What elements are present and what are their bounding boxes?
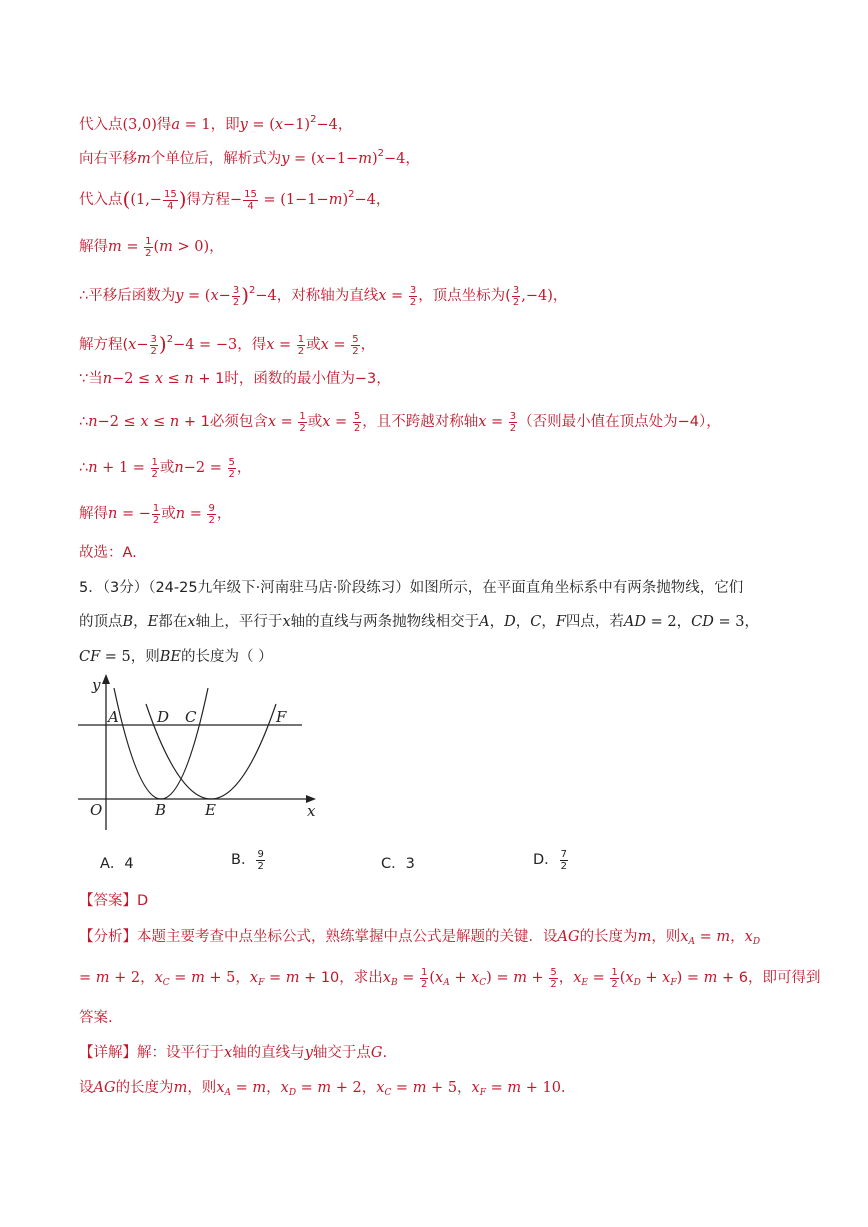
text: −2 ≤ <box>112 371 155 387</box>
text: m <box>159 239 173 255</box>
text: ) <box>178 187 187 211</box>
text: 向右平移 <box>79 151 137 167</box>
text: x <box>322 414 331 430</box>
text: ∴平移后函数为 <box>79 288 176 304</box>
text: = ( <box>183 288 211 304</box>
text: ， <box>216 506 232 522</box>
question-line-2: 的顶点B，E都在x轴上，平行于x轴的直线与两条抛物线相交于A，D，C，F四点，若AD = 2，CD = 3， <box>79 614 759 630</box>
text: = <box>185 506 207 522</box>
text: x <box>316 151 325 167</box>
text: − <box>136 337 149 353</box>
text: 得 <box>156 117 172 133</box>
text: x <box>266 337 275 353</box>
text: = − <box>117 506 151 522</box>
text: 个单位后，解析式为 <box>150 151 282 167</box>
text: x <box>140 414 149 430</box>
text: > 0)， <box>172 239 224 255</box>
text: ) <box>158 332 167 356</box>
text: m <box>137 151 151 167</box>
fraction: $\frac{15}{4}$ <box>244 188 257 212</box>
text: x <box>128 337 137 353</box>
text: = <box>386 288 408 304</box>
fraction: $\frac{1}{2}$ <box>152 502 160 526</box>
text: ， <box>360 337 376 353</box>
text: m <box>328 192 343 208</box>
solution-line-2 <box>79 147 420 168</box>
text: −4， <box>354 192 391 208</box>
solution-line-9 <box>79 456 251 480</box>
fraction: $\frac{5}{2}$ <box>352 333 359 357</box>
text: ≤ <box>148 414 170 430</box>
text: ，顶点坐标为( <box>418 288 511 304</box>
solution-line-4 <box>79 235 224 259</box>
text: 得方程 <box>186 192 231 208</box>
text: = (1−1− <box>258 192 329 208</box>
text: x <box>320 337 329 353</box>
answer-value: D <box>137 893 149 909</box>
text: + 1 = <box>97 460 150 476</box>
text: ≤ <box>163 371 185 387</box>
text: n <box>174 460 184 476</box>
text: = <box>330 414 352 430</box>
text: （否则最小值在顶点处为−4）， <box>518 414 721 430</box>
fraction: $\frac{3}{2}$ <box>509 410 517 434</box>
fraction: $\frac{9}{2}$ <box>257 848 264 872</box>
text: = <box>328 337 351 353</box>
text: ) <box>371 151 378 167</box>
text: ∵当 <box>79 371 103 387</box>
label-x: x <box>307 802 316 820</box>
fraction: $\frac{3}{2}$ <box>512 284 520 308</box>
fraction: $\frac{1}{2}$ <box>145 235 152 259</box>
choice-a[interactable]: A．4 <box>100 856 134 872</box>
text: x <box>267 414 277 430</box>
text: −4， <box>384 151 420 167</box>
text: ∴ <box>79 414 89 430</box>
text: n <box>108 506 118 522</box>
text: n <box>184 371 194 387</box>
label-f: F <box>276 708 287 726</box>
text: + 1必须包含 <box>179 414 268 430</box>
text: 解得 <box>79 506 108 522</box>
text: −1− <box>324 151 359 167</box>
text: (1,− <box>130 192 162 208</box>
fraction: $\frac{15}{4}$ <box>163 188 177 212</box>
fraction: $\frac{5}{2}$ <box>228 456 235 480</box>
analysis-line-2: = m + 2，$x_C = m + 5$，$x_F = m + 10$，求出$x_B$ = $\frac{1}{2}$ $(x_A + x_C) = m$ + $\frac{5}{2}$ ，$x_E$ = $\frac{1}{2}$ $(x_D + x_F) = m + 6$，即可得到 <box>79 966 821 990</box>
text: 2 <box>249 285 256 296</box>
text: x <box>154 371 164 387</box>
text: 解得 <box>79 239 108 255</box>
choice-b[interactable]: B． $\frac{9}{2}$ <box>231 848 264 872</box>
text: −2 = <box>183 460 227 476</box>
text: n <box>175 506 186 522</box>
label-c: C <box>185 708 197 726</box>
text: −4， <box>316 117 353 133</box>
text: ， <box>236 460 252 476</box>
text: m <box>108 239 122 255</box>
choice-c[interactable]: C．3 <box>381 856 415 872</box>
text: y <box>281 151 290 167</box>
text: (3,0) <box>122 117 157 133</box>
text: 代入点 <box>79 192 123 208</box>
text: ) <box>241 283 249 307</box>
solution-line-11 <box>79 541 137 562</box>
solution-line-6 <box>79 332 375 357</box>
fraction: $\frac{3}{2}$ <box>150 333 157 357</box>
detail-line-2: 设AG的长度为m，则$x_A = m$，$x_D = m + 2$，$x_C = m + 5$，$x_F = m + 10$. <box>79 1080 566 1098</box>
text: = <box>276 414 298 430</box>
fraction: $\frac{7}{2}$ <box>560 848 568 872</box>
text: ，且不跨越对称轴 <box>362 414 479 430</box>
text: 代入点 <box>79 117 123 133</box>
text: x <box>274 117 284 133</box>
text: = ( <box>247 117 275 133</box>
label-e: E <box>205 801 216 819</box>
question-line-1 <box>79 576 743 597</box>
solution-line-10 <box>79 502 231 526</box>
analysis-line-1: 【分析】本题主要考查中点坐标公式，熟练掌握中点公式是解题的关键．设AG的长度为m，则$x_A = m$，$x_D$ <box>79 929 761 947</box>
text: 5．（3分）（24-25九年级下·河南驻马店·阶段练习）如图所示，在平面直角坐标系中有两条抛物线，它们 <box>79 580 744 596</box>
text: 或 <box>307 414 323 430</box>
text: ,−4)， <box>521 288 568 304</box>
analysis-line-3: 答案. <box>79 1010 113 1026</box>
text: 2 <box>348 189 355 200</box>
text: = 1，即 <box>180 117 240 133</box>
text: y <box>175 288 184 304</box>
fraction: $\frac{3}{2}$ <box>232 284 240 308</box>
fraction: $\frac{9}{2}$ <box>208 502 215 526</box>
text: a <box>171 117 181 133</box>
fraction: $\frac{1}{2}$ <box>151 456 158 480</box>
solution-line-7 <box>79 367 391 388</box>
parabola-figure <box>70 672 330 832</box>
label-a: A <box>108 708 119 726</box>
text: − <box>230 192 243 208</box>
text: 或 <box>306 337 321 353</box>
text: − <box>218 288 231 304</box>
analysis-tag: 【分析】 <box>79 929 137 945</box>
fraction: $\frac{5}{2}$ <box>353 410 361 434</box>
text: x <box>478 414 487 430</box>
text: = <box>486 414 508 430</box>
fraction: $\frac{3}{2}$ <box>409 284 417 308</box>
text: x <box>378 288 387 304</box>
text: 故选：A. <box>79 545 137 561</box>
text: ) <box>342 192 349 208</box>
text: n <box>88 460 98 476</box>
fraction: $\frac{1}{2}$ <box>299 410 306 434</box>
label-b: B <box>155 801 167 819</box>
text: x <box>210 288 219 304</box>
text: −4 = −3，得 <box>173 337 267 353</box>
answer-line <box>79 889 148 910</box>
fraction: $\frac{1}{2}$ <box>297 333 305 357</box>
choice-d[interactable]: D． $\frac{7}{2}$ <box>533 848 568 872</box>
solution-line-1 <box>79 113 352 134</box>
text: −1) <box>283 117 311 133</box>
text: 2 <box>166 334 174 345</box>
label-y: y <box>92 676 101 694</box>
text: n <box>169 414 180 430</box>
y-axis-arrow <box>102 674 110 684</box>
text: −2 ≤ <box>97 414 141 430</box>
text: ( <box>153 239 160 255</box>
text: 解方程( <box>79 337 129 353</box>
label-d: D <box>157 708 170 726</box>
answer-tag: 【答案】 <box>79 893 137 909</box>
text: = ( <box>289 151 317 167</box>
detail-line-1: 【详解】解：设平行于x轴的直线与y轴交于点G. <box>79 1045 388 1061</box>
text: n <box>102 371 113 387</box>
label-o: O <box>90 801 103 819</box>
text: = <box>121 239 144 255</box>
text: m <box>358 151 372 167</box>
solution-line-5 <box>79 283 567 308</box>
text: + 1时，函数的最小值为−3， <box>193 371 391 387</box>
text: y <box>239 117 248 133</box>
question-line-3: CF = 5，则BE的长度为（ ） <box>79 649 273 665</box>
text: −4，对称轴为直线 <box>255 288 379 304</box>
solution-line-3: 代入点((1,− $\frac{15}{4}$ )得方程− $\frac{15}{4}$ = $(1-1-m)^2-4$， <box>79 187 391 212</box>
text: 2 <box>310 114 317 125</box>
detail-tag: 【详解】 <box>79 1045 137 1061</box>
text: ∴ <box>79 460 89 476</box>
text: 或 <box>159 460 175 476</box>
text: = <box>274 337 296 353</box>
text: 2 <box>377 148 384 159</box>
text: 或 <box>161 506 176 522</box>
text: n <box>88 414 98 430</box>
solution-line-8 <box>79 410 721 434</box>
